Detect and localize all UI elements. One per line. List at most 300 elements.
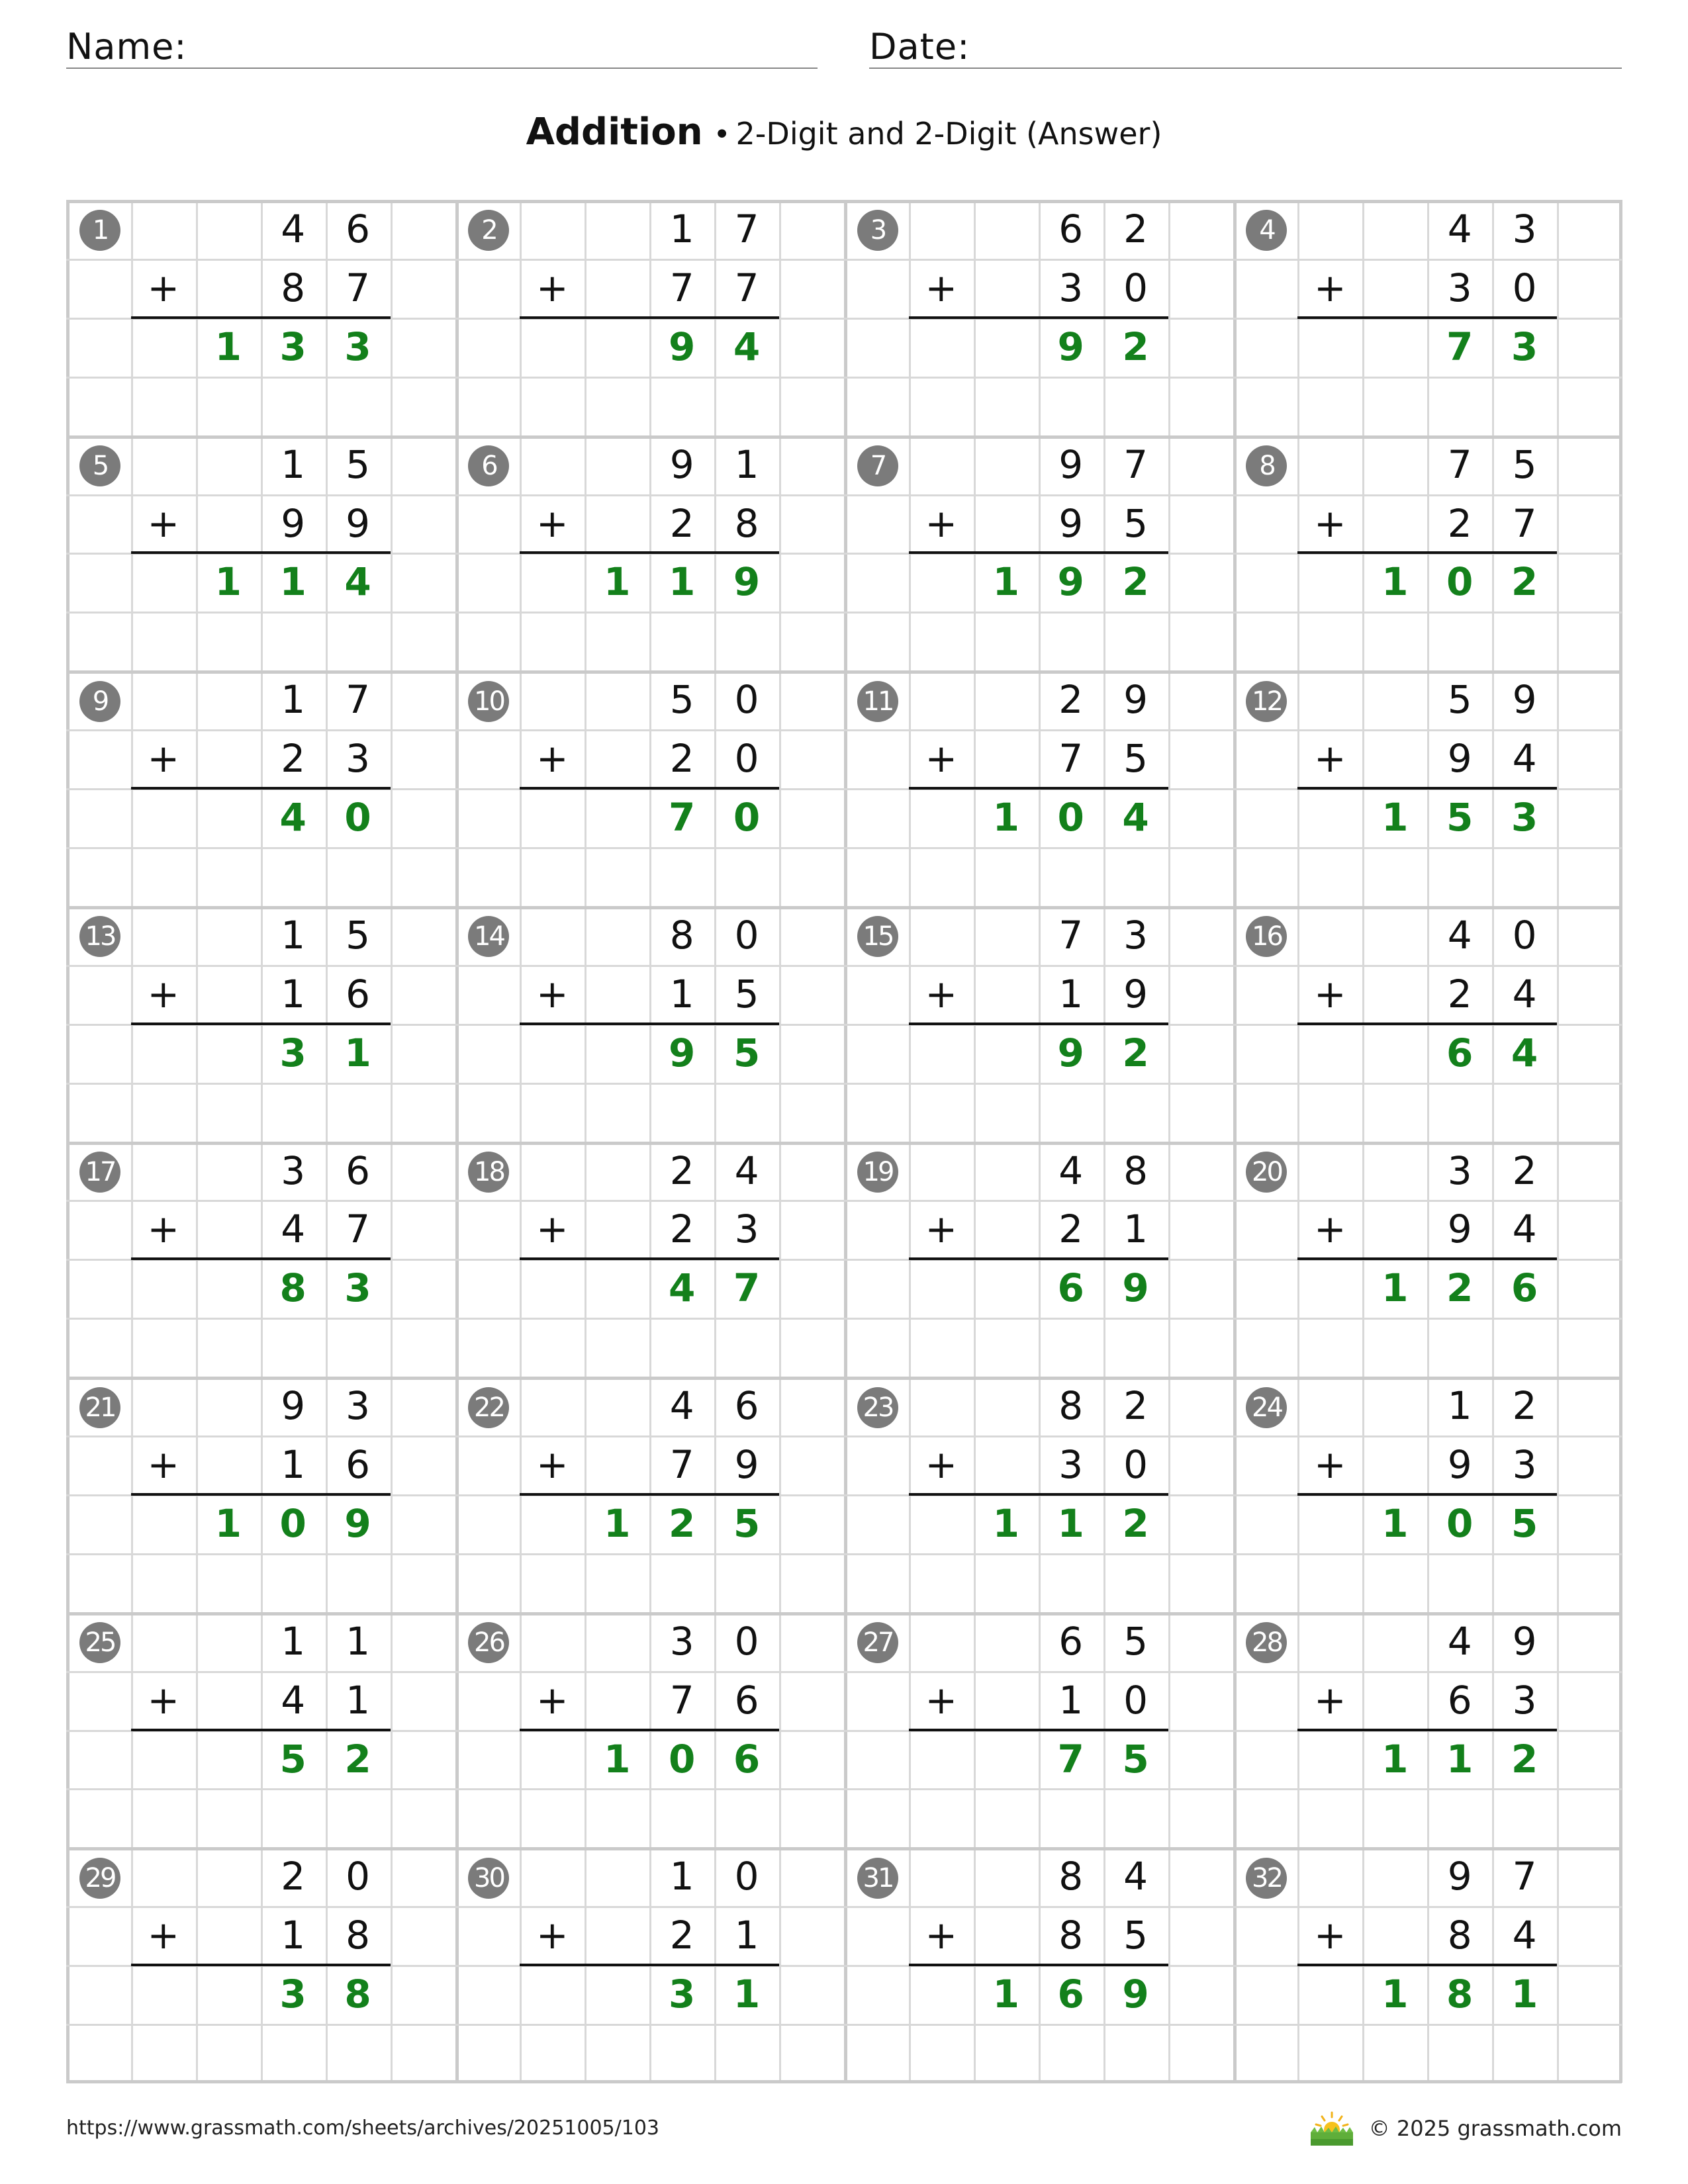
answer-digit: 0 [344, 795, 371, 841]
plus-operator: + [1314, 971, 1346, 1017]
problem-number-badge: 11 [857, 681, 898, 722]
answer-digit: 4 [733, 324, 761, 369]
problem-block [1233, 200, 1622, 435]
answer-digit: 5 [279, 1736, 306, 1782]
operand-digit: 9 [1058, 500, 1084, 546]
operand-digit: 0 [1123, 1677, 1149, 1723]
operand-digit: 7 [1512, 500, 1537, 546]
operand-digit: 5 [1512, 441, 1537, 487]
answer-digit: 9 [1057, 559, 1084, 605]
operand-digit: 9 [281, 500, 306, 546]
plus-operator: + [536, 736, 569, 782]
grass-sun-logo-icon [1308, 2110, 1356, 2147]
plus-operator: + [536, 265, 569, 310]
answer-digit: 3 [1511, 795, 1538, 841]
problem-number-badge: 26 [468, 1622, 509, 1663]
answer-digit: 5 [1511, 1500, 1538, 1546]
answer-digit: 9 [733, 559, 761, 605]
operand-digit: 6 [346, 971, 371, 1017]
operand-digit: 5 [1123, 500, 1149, 546]
plus-operator: + [536, 500, 569, 546]
plus-operator: + [536, 1206, 569, 1252]
answer-digit: 3 [279, 1030, 306, 1075]
answer-digit: 9 [669, 1030, 696, 1075]
operand-digit: 9 [1123, 677, 1149, 723]
problem-block [1233, 435, 1622, 671]
problem-number-badge: 6 [468, 445, 509, 486]
answer-digit: 0 [669, 1736, 696, 1782]
operand-digit: 7 [1123, 441, 1149, 487]
plus-operator: + [536, 1913, 569, 1958]
operand-digit: 6 [1058, 206, 1084, 251]
operand-digit: 3 [1447, 265, 1472, 310]
plus-operator: + [925, 500, 958, 546]
operand-digit: 4 [669, 1383, 694, 1429]
operand-digit: 2 [1123, 1383, 1149, 1429]
answer-digit: 1 [1057, 1500, 1084, 1546]
answer-digit: 1 [669, 559, 696, 605]
answer-digit: 2 [1511, 559, 1538, 605]
operand-digit: 9 [1447, 1206, 1472, 1252]
answer-digit: 4 [1511, 1030, 1538, 1075]
footer-brand [1308, 2110, 1622, 2147]
problem-block [1233, 1142, 1622, 1377]
plus-operator: + [925, 1206, 958, 1252]
answer-digit: 1 [214, 559, 242, 605]
operand-digit: 0 [1512, 265, 1537, 310]
answer-digit: 1 [604, 559, 631, 605]
operand-digit: 9 [1512, 677, 1537, 723]
operand-digit: 2 [669, 736, 694, 782]
answer-digit: 9 [344, 1500, 371, 1546]
operand-digit: 0 [1123, 265, 1149, 310]
problem-block [844, 1142, 1233, 1377]
operand-digit: 2 [1447, 500, 1472, 546]
operand-digit: 2 [669, 1913, 694, 1958]
operand-digit: 9 [346, 500, 371, 546]
answer-digit: 3 [344, 1265, 371, 1311]
operand-digit: 2 [1058, 677, 1084, 723]
problem-number-badge: 13 [79, 916, 120, 957]
problem-block [66, 906, 455, 1142]
answer-digit: 3 [279, 1972, 306, 2017]
answer-digit: 9 [1057, 1030, 1084, 1075]
plus-operator: + [147, 265, 180, 310]
operand-digit: 0 [734, 1618, 759, 1664]
problem-number-badge: 32 [1246, 1858, 1287, 1899]
operand-digit: 4 [1447, 1618, 1472, 1664]
operand-digit: 6 [734, 1677, 759, 1723]
answer-digit: 1 [214, 1500, 242, 1546]
operand-digit: 3 [1123, 912, 1149, 958]
answer-digit: 2 [1122, 1500, 1149, 1546]
problem-block [455, 1847, 845, 2083]
operand-digit: 2 [281, 1854, 306, 1899]
operand-digit: 4 [1058, 1148, 1084, 1193]
operand-digit: 9 [1058, 441, 1084, 487]
answer-digit: 4 [344, 559, 371, 605]
date-line[interactable] [869, 68, 1622, 69]
answer-digit: 1 [1446, 1736, 1474, 1782]
problem-number-badge: 23 [857, 1387, 898, 1428]
plus-operator: + [147, 736, 180, 782]
answer-digit: 4 [279, 795, 306, 841]
answer-digit: 9 [669, 324, 696, 369]
problem-block [455, 1142, 845, 1377]
operand-digit: 0 [734, 912, 759, 958]
operand-digit: 5 [734, 971, 759, 1017]
operand-digit: 8 [1058, 1383, 1084, 1429]
operand-digit: 2 [1512, 1148, 1537, 1193]
operand-digit: 5 [1447, 677, 1472, 723]
operand-digit: 9 [1447, 736, 1472, 782]
operand-digit: 7 [346, 1206, 371, 1252]
operand-digit: 3 [281, 1148, 306, 1193]
operand-digit: 2 [281, 736, 306, 782]
problem-number-badge: 10 [468, 681, 509, 722]
operand-digit: 7 [346, 265, 371, 310]
operand-digit: 1 [669, 1854, 694, 1899]
operand-digit: 4 [1512, 971, 1537, 1017]
operand-digit: 1 [1123, 1206, 1149, 1252]
operand-digit: 2 [669, 500, 694, 546]
operand-digit: 2 [1447, 971, 1472, 1017]
answer-digit: 0 [733, 795, 761, 841]
operand-digit: 8 [734, 500, 759, 546]
problem-block [844, 670, 1233, 906]
operand-digit: 5 [669, 677, 694, 723]
answer-digit: 1 [1382, 1972, 1409, 2017]
answer-digit: 2 [344, 1736, 371, 1782]
operand-digit: 9 [1512, 1618, 1537, 1664]
operand-digit: 7 [1058, 912, 1084, 958]
problem-number-badge: 27 [857, 1622, 898, 1663]
plus-operator: + [925, 971, 958, 1017]
problem-number-badge: 28 [1246, 1622, 1287, 1663]
problem-block [66, 1142, 455, 1377]
answer-digit: 1 [992, 559, 1019, 605]
operand-digit: 2 [1058, 1206, 1084, 1252]
operand-digit: 7 [1058, 736, 1084, 782]
operand-digit: 6 [1447, 1677, 1472, 1723]
problem-block [1233, 1377, 1622, 1612]
operand-digit: 1 [281, 1913, 306, 1958]
answer-digit: 1 [1382, 1500, 1409, 1546]
operand-digit: 8 [1058, 1854, 1084, 1899]
plus-operator: + [147, 1913, 180, 1958]
operand-digit: 1 [281, 912, 306, 958]
answer-digit: 1 [214, 324, 242, 369]
answer-digit: 4 [669, 1265, 696, 1311]
operand-digit: 7 [669, 1677, 694, 1723]
operand-digit: 7 [1447, 441, 1472, 487]
plus-operator: + [147, 500, 180, 546]
operand-digit: 4 [1447, 206, 1472, 251]
operand-digit: 3 [1058, 265, 1084, 310]
plus-operator: + [147, 1442, 180, 1488]
operand-digit: 2 [669, 1206, 694, 1252]
operand-digit: 8 [1447, 1913, 1472, 1958]
answer-digit: 1 [1382, 1265, 1409, 1311]
operand-digit: 0 [734, 677, 759, 723]
operand-digit: 6 [346, 1442, 371, 1488]
problem-grid [66, 200, 1622, 2083]
footer-copyright: © 2025 grassmath.com [1368, 2116, 1622, 2141]
operand-digit: 7 [734, 206, 759, 251]
answer-digit: 5 [733, 1030, 761, 1075]
answer-digit: 6 [1057, 1265, 1084, 1311]
operand-digit: 4 [1123, 1854, 1149, 1899]
plus-operator: + [1314, 1677, 1346, 1723]
operand-digit: 1 [281, 971, 306, 1017]
problem-block [455, 200, 845, 435]
operand-digit: 3 [346, 1383, 371, 1429]
operand-digit: 7 [346, 677, 371, 723]
operand-digit: 6 [346, 1148, 371, 1193]
plus-operator: + [925, 1913, 958, 1958]
answer-digit: 5 [733, 1500, 761, 1546]
plus-operator: + [925, 1677, 958, 1723]
answer-digit: 7 [1057, 1736, 1084, 1782]
operand-digit: 1 [734, 1913, 759, 1958]
operand-digit: 1 [281, 1618, 306, 1664]
problem-number-badge: 17 [79, 1152, 120, 1193]
problem-number-badge: 22 [468, 1387, 509, 1428]
operand-digit: 5 [1123, 736, 1149, 782]
problem-number-badge: 3 [857, 210, 898, 251]
problem-number-badge: 1 [79, 210, 120, 251]
operand-digit: 4 [281, 1206, 306, 1252]
title-subtitle: 2-Digit and 2-Digit (Answer) [735, 116, 1162, 152]
problem-number-badge: 30 [468, 1858, 509, 1899]
answer-digit: 7 [669, 795, 696, 841]
answer-digit: 8 [344, 1972, 371, 2017]
name-line[interactable] [66, 68, 818, 69]
answer-digit: 1 [344, 1030, 371, 1075]
problem-block [844, 1612, 1233, 1848]
answer-digit: 0 [1057, 795, 1084, 841]
answer-digit: 1 [1382, 559, 1409, 605]
operand-digit: 1 [281, 677, 306, 723]
operand-digit: 2 [669, 1148, 694, 1193]
operand-digit: 4 [1512, 1206, 1537, 1252]
answer-digit: 8 [1446, 1972, 1474, 2017]
operand-digit: 6 [346, 206, 371, 251]
plus-operator: + [925, 265, 958, 310]
problem-block [844, 906, 1233, 1142]
answer-digit: 2 [1122, 1030, 1149, 1075]
operand-digit: 7 [734, 265, 759, 310]
problem-block [1233, 906, 1622, 1142]
operand-digit: 0 [734, 736, 759, 782]
answer-digit: 2 [669, 1500, 696, 1546]
operand-digit: 4 [1512, 736, 1537, 782]
operand-digit: 4 [1447, 912, 1472, 958]
operand-digit: 1 [669, 206, 694, 251]
operand-digit: 5 [1123, 1913, 1149, 1958]
operand-digit: 3 [1058, 1442, 1084, 1488]
problem-block [844, 1847, 1233, 2083]
answer-digit: 2 [1511, 1736, 1538, 1782]
operand-digit: 7 [669, 265, 694, 310]
problem-block [66, 1612, 455, 1848]
operand-digit: 9 [281, 1383, 306, 1429]
problem-block [66, 670, 455, 906]
operand-digit: 8 [346, 1913, 371, 1958]
operand-digit: 1 [346, 1677, 371, 1723]
plus-operator: + [536, 1677, 569, 1723]
operand-digit: 3 [669, 1618, 694, 1664]
answer-digit: 1 [604, 1736, 631, 1782]
operand-digit: 1 [281, 441, 306, 487]
plus-operator: + [147, 1206, 180, 1252]
operand-digit: 8 [1058, 1913, 1084, 1958]
problem-block [844, 435, 1233, 671]
operand-digit: 9 [734, 1442, 759, 1488]
answer-digit: 2 [1122, 559, 1149, 605]
answer-digit: 2 [1122, 324, 1149, 369]
operand-digit: 1 [669, 971, 694, 1017]
operand-digit: 4 [734, 1148, 759, 1193]
operand-digit: 6 [1058, 1618, 1084, 1664]
operand-digit: 4 [1512, 1913, 1537, 1958]
answer-digit: 9 [1122, 1972, 1149, 2017]
answer-digit: 7 [1446, 324, 1474, 369]
problem-number-badge: 12 [1246, 681, 1287, 722]
plus-operator: + [1314, 500, 1346, 546]
problem-block [1233, 1847, 1622, 2083]
answer-digit: 1 [604, 1500, 631, 1546]
plus-operator: + [536, 1442, 569, 1488]
footer-url: https://www.grassmath.com/sheets/archives/20251005/103 [66, 2116, 660, 2140]
problem-block [1233, 1612, 1622, 1848]
problem-number-badge: 19 [857, 1152, 898, 1193]
operand-digit: 3 [1447, 1148, 1472, 1193]
answer-digit: 9 [1122, 1265, 1149, 1311]
answer-digit: 1 [992, 795, 1019, 841]
answer-digit: 3 [279, 324, 306, 369]
problem-number-badge: 21 [79, 1387, 120, 1428]
answer-digit: 1 [992, 1500, 1019, 1546]
title-main: Addition [526, 111, 703, 154]
answer-digit: 7 [733, 1265, 761, 1311]
answer-digit: 0 [1446, 559, 1474, 605]
answer-digit: 9 [1057, 324, 1084, 369]
operand-digit: 9 [1447, 1854, 1472, 1899]
answer-digit: 8 [279, 1265, 306, 1311]
plus-operator: + [1314, 736, 1346, 782]
answer-digit: 2 [1446, 1265, 1474, 1311]
operand-digit: 7 [1512, 1854, 1537, 1899]
problem-block [455, 670, 845, 906]
problem-block [844, 200, 1233, 435]
answer-digit: 1 [1382, 795, 1409, 841]
answer-digit: 1 [1382, 1736, 1409, 1782]
answer-digit: 1 [279, 559, 306, 605]
worksheet-title [0, 106, 1688, 167]
operand-digit: 8 [1123, 1148, 1149, 1193]
plus-operator: + [147, 1677, 180, 1723]
operand-digit: 1 [281, 1442, 306, 1488]
operand-digit: 1 [734, 441, 759, 487]
problem-number-badge: 31 [857, 1858, 898, 1899]
answer-digit: 0 [279, 1500, 306, 1546]
problem-number-badge: 25 [79, 1622, 120, 1663]
operand-digit: 0 [1512, 912, 1537, 958]
operand-digit: 9 [1123, 971, 1149, 1017]
answer-digit: 0 [1446, 1500, 1474, 1546]
plus-operator: + [147, 971, 180, 1017]
problem-block [1233, 670, 1622, 906]
problem-number-badge: 18 [468, 1152, 509, 1193]
operand-digit: 0 [346, 1854, 371, 1899]
operand-digit: 9 [669, 441, 694, 487]
operand-digit: 3 [1512, 1442, 1537, 1488]
operand-digit: 3 [346, 736, 371, 782]
operand-digit: 0 [1123, 1442, 1149, 1488]
operand-digit: 9 [1447, 1442, 1472, 1488]
problem-block [66, 1847, 455, 2083]
operand-digit: 7 [669, 1442, 694, 1488]
operand-digit: 1 [346, 1618, 371, 1664]
problem-number-badge: 7 [857, 445, 898, 486]
plus-operator: + [925, 1442, 958, 1488]
operand-digit: 8 [669, 912, 694, 958]
name-label: Name: [66, 26, 187, 68]
operand-digit: 4 [281, 206, 306, 251]
problem-number-badge: 29 [79, 1858, 120, 1899]
answer-digit: 3 [669, 1972, 696, 2017]
operand-digit: 1 [1447, 1383, 1472, 1429]
answer-digit: 1 [733, 1972, 761, 2017]
operand-digit: 5 [346, 912, 371, 958]
date-label: Date: [869, 26, 970, 68]
problem-block [455, 1612, 845, 1848]
problem-number-badge: 9 [79, 681, 120, 722]
answer-digit: 3 [344, 324, 371, 369]
answer-digit: 3 [1511, 324, 1538, 369]
answer-digit: 5 [1446, 795, 1474, 841]
operand-digit: 3 [1512, 206, 1537, 251]
problem-number-badge: 20 [1246, 1152, 1287, 1193]
answer-digit: 6 [1446, 1030, 1474, 1075]
plus-operator: + [1314, 1913, 1346, 1958]
problem-number-badge: 8 [1246, 445, 1287, 486]
operand-digit: 2 [1123, 206, 1149, 251]
answer-digit: 6 [1057, 1972, 1084, 2017]
problem-block [66, 1377, 455, 1612]
answer-digit: 4 [1122, 795, 1149, 841]
plus-operator: + [1314, 1442, 1346, 1488]
operand-digit: 5 [1123, 1618, 1149, 1664]
operand-digit: 1 [1058, 1677, 1084, 1723]
operand-digit: 3 [734, 1206, 759, 1252]
operand-digit: 0 [734, 1854, 759, 1899]
plus-operator: + [925, 736, 958, 782]
problem-block [66, 200, 455, 435]
answer-digit: 6 [733, 1736, 761, 1782]
plus-operator: + [536, 971, 569, 1017]
problem-number-badge: 16 [1246, 916, 1287, 957]
problem-block [455, 906, 845, 1142]
problem-block [455, 435, 845, 671]
title-separator: • [713, 118, 731, 152]
problem-number-badge: 2 [468, 210, 509, 251]
plus-operator: + [1314, 1206, 1346, 1252]
problem-number-badge: 5 [79, 445, 120, 486]
problem-number-badge: 15 [857, 916, 898, 957]
operand-digit: 4 [281, 1677, 306, 1723]
